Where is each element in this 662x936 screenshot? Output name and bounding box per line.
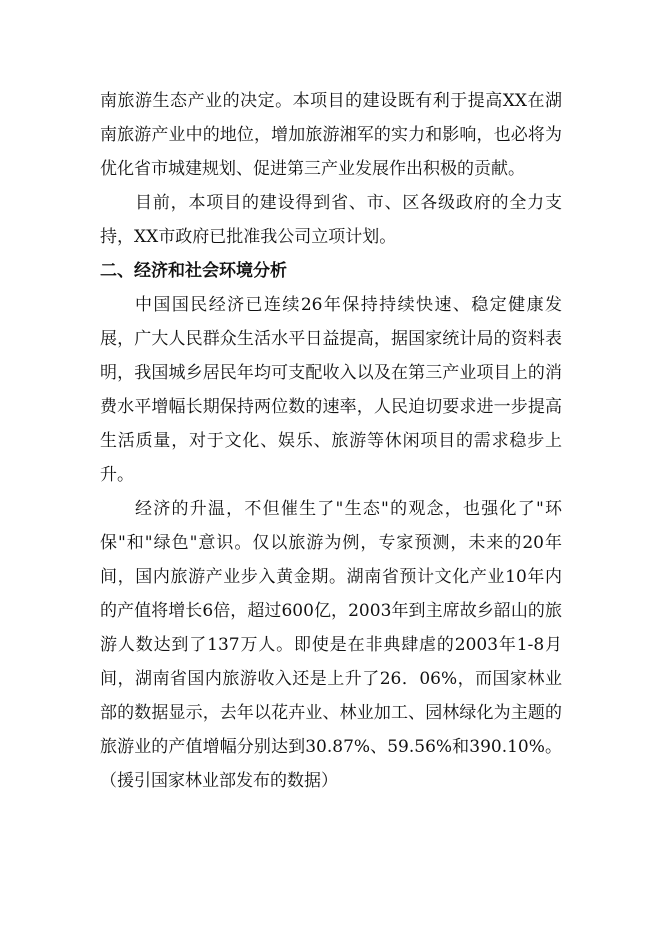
- paragraph-continuation: 南旅游生态产业的决定。本项目的建设既有利于提高XX在湖南旅游产业中的地位，增加旅游湘军的实力和影响，也必将为优化省市城建规划、促进第三产业发展作出积极的贡献。: [100, 91, 562, 179]
- section-heading-economic-analysis: 二、经济和社会环境分析: [100, 261, 287, 281]
- document-page: [100, 84, 562, 798]
- paragraph-government-support: 目前，本项目的建设得到省、市、区各级政府的全力支持，XX市政府已批准我公司立项计划。: [100, 193, 562, 247]
- paragraph-national-economy: 中国国民经济已连续26年保持持续快速、稳定健康发展，广大人民群众生活水平日益提高，据国家统计局的资料表明，我国城乡居民年均可支配收入以及在第三产业项目上的消费水平增幅长期保持两位数的速率，人民迫切要求进一步提高生活质量，对于文化、娱乐、旅游等休闲项目的需求稳步上升。: [100, 295, 562, 485]
- paragraph-tourism-growth: 经济的升温，不但催生了"生态"的观念，也强化了"环保"和"绿色"意识。仅以旅游为例，专家预测，未来的20年间，国内旅游产业步入黄金期。湖南省预计文化产业10年内的产值将增长6倍，超过600亿，2003年到主席故乡韶山的旅游人数达到了137万人。即使是在非典肆虐的2003年1-8月间，湖南省国内旅游收入还是上升了26．06%，而国家林业部的数据显示，去年以花卉业、林业加工、园林绿化为主题的旅游业的产值增幅分别达到30.87%、59.56%和390.10%。（援引国家林业部发布的数据）: [100, 499, 562, 791]
